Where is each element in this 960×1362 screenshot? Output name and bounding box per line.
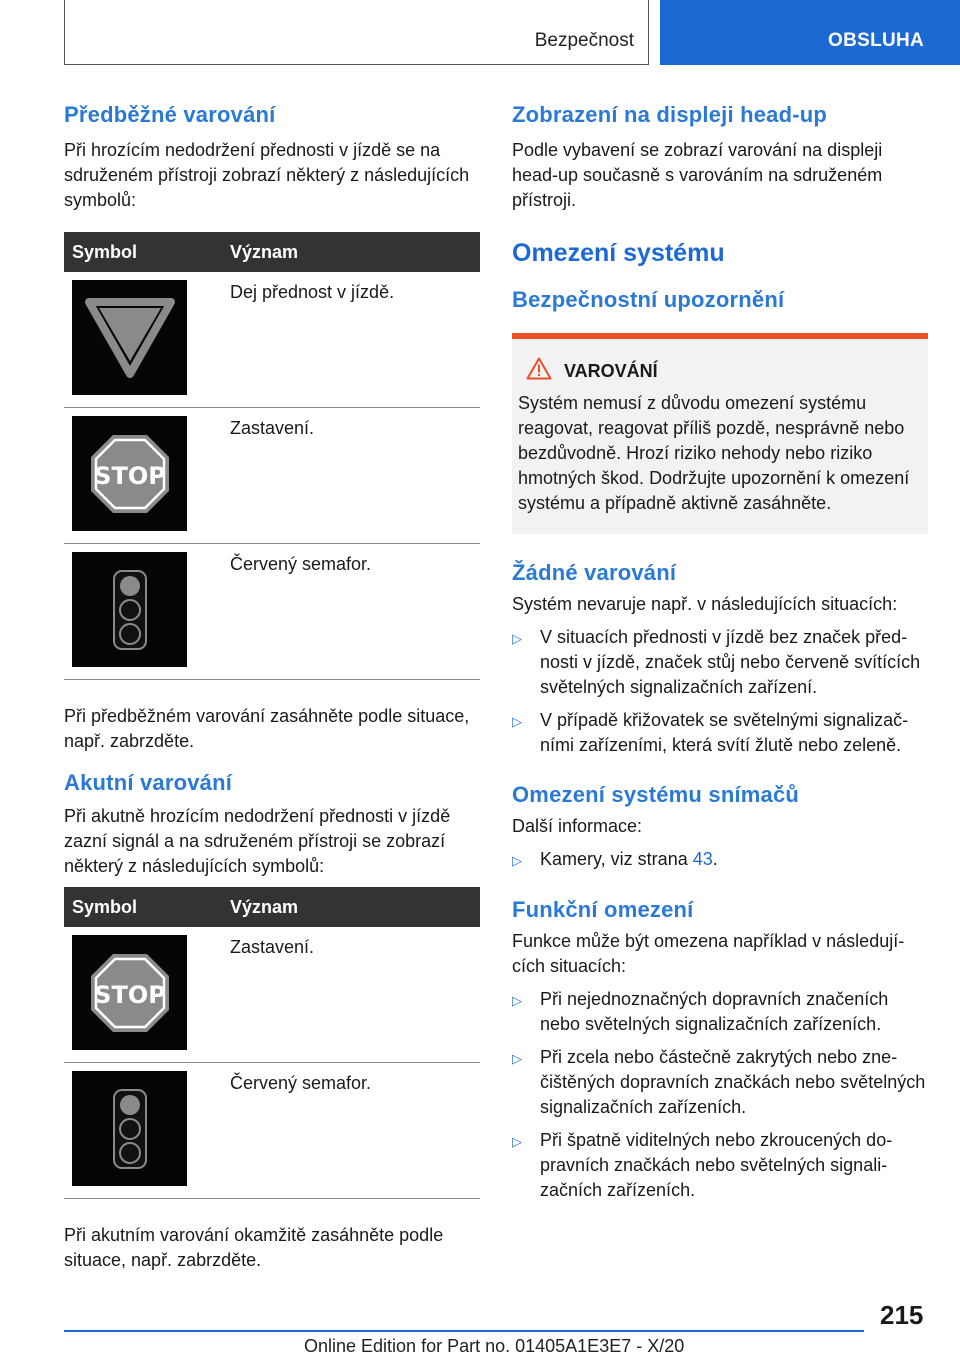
heading-safety-notes: Bezpečnostní upozornění — [512, 287, 785, 312]
list-item — [512, 1045, 928, 1120]
meaning-text: Červený semafor. — [230, 554, 372, 574]
paragraph-no-warning: Systém nevaruje např. v následujících situacích: — [512, 594, 898, 614]
bullet-triangle-icon: ▷ — [512, 714, 522, 729]
page-number: 215 — [880, 1300, 924, 1330]
warning-text: Systém nemusí z důvodu omezení systému reagovat, reagovat příliš pozdě, nesprávně nebo bezdůvodně. Hrozí riziko nehody nebo riziko hmotných škod. Dodržujte upozornění k omezení systému a případně aktivně zasáhněte. — [518, 393, 910, 513]
bullet-triangle-icon: ▷ — [512, 1134, 522, 1149]
heading-function-limits: Funkční omezení — [512, 897, 694, 922]
paragraph-sensor-limits: Další informace: — [512, 816, 643, 836]
stop-sign-icon — [72, 416, 187, 531]
stop-sign-icon — [72, 935, 187, 1050]
heading-acute-warning: Akutní varování — [64, 770, 233, 795]
list-item-text: Při zcela nebo částečně zakrytých nebo znečištěných dopravních značkách nebo světelných signalizačních zařízeních. — [540, 1047, 926, 1117]
table-row — [64, 408, 480, 544]
list-item — [512, 847, 928, 873]
table-row — [64, 272, 480, 408]
paragraph-function-limits: Funkce může být omezena například v následujících situacích: — [512, 931, 905, 976]
symbol-table-acute — [64, 887, 480, 1199]
meaning-text: Zastavení. — [230, 937, 315, 957]
table-row — [64, 1063, 480, 1199]
list-item-text: Při špatně viditelných nebo zkroucených dopravních značkách nebo světelných signalizačních zařízeních. — [540, 1130, 893, 1200]
list-item-text — [540, 847, 718, 873]
table-header — [64, 232, 480, 272]
svg-text:STOP: STOP — [93, 980, 166, 1009]
column-header-meaning: Význam — [230, 241, 299, 262]
heading-head-up-display: Zobrazení na displeji head-up — [512, 102, 828, 127]
red-traffic-light-icon — [72, 1071, 187, 1186]
bullet-triangle-icon: ▷ — [512, 631, 522, 646]
list-item-text-main: Kamery, viz strana — [540, 849, 688, 869]
header-chapter-tab — [660, 0, 960, 65]
heading-system-limits: Omezení systému — [512, 239, 725, 267]
header-chapter-label: OBSLUHA — [828, 30, 925, 51]
table-row — [64, 927, 480, 1063]
list-item — [512, 625, 928, 700]
paragraph-preliminary-warning: Při hrozícím nedodržení přednosti v jízdě se na sdruženém přístroji zobrazí některý z následujících symbolů: — [64, 140, 470, 210]
heading-preliminary-warning: Předběžné varování — [64, 102, 276, 127]
heading-sensor-limits: Omezení systému snímačů — [512, 782, 800, 807]
paragraph-preliminary-action: Při předběžném varování zasáhněte podle situace, např. zabrzděte. — [64, 706, 470, 751]
column-header-symbol: Symbol — [72, 241, 138, 262]
warning-triangle-icon — [526, 357, 552, 385]
list-item — [512, 708, 928, 758]
heading-no-warning: Žádné varování — [512, 560, 677, 585]
list-item — [512, 987, 928, 1037]
list-item-text-end: . — [712, 849, 718, 869]
paragraph-head-up-display: Podle vybavení se zobrazí varování na displeji head-up současně s varováním na sdruženém přístroji. — [512, 140, 883, 210]
symbol-table-preliminary — [64, 232, 480, 680]
warning-title-text: VAROVÁNÍ — [564, 360, 658, 381]
meaning-text: Dej přednost v jízdě. — [230, 282, 395, 302]
list-item-text: V případě křižovatek se světelnými signalizačními zařízeními, která svítí žlutě nebo zeleně. — [540, 710, 909, 755]
red-traffic-light-icon — [72, 552, 187, 667]
svg-text:STOP: STOP — [93, 461, 166, 490]
column-header-symbol: Symbol — [72, 896, 138, 917]
meaning-text: Zastavení. — [230, 418, 315, 438]
bullet-list-function — [512, 987, 928, 1203]
bullet-triangle-icon: ▷ — [512, 853, 522, 868]
list-item-text: V situacích přednosti v jízdě bez značek přednosti v jízdě, značek stůj nebo červeně svítících světelných signalizačních zařízení. — [540, 627, 921, 697]
bullet-list-sensors — [512, 847, 928, 873]
warning-box — [512, 333, 928, 534]
bullet-list-no-warning — [512, 625, 928, 758]
meaning-text: Červený semafor. — [230, 1073, 372, 1093]
table-row — [64, 544, 480, 680]
footer-divider — [64, 1330, 864, 1332]
page-link[interactable]: 43 — [692, 849, 713, 869]
list-item — [512, 1128, 928, 1203]
yield-sign-icon — [72, 280, 187, 395]
paragraph-acute-warning: Při akutně hrozícím nedodržení přednosti v jízdě zazní signál a na sdruženém přístroji se zobrazí některý z následujících symbolů: — [64, 806, 451, 876]
list-item-text: Při nejednoznačných dopravních značeních nebo světelných signalizačních zařízeních. — [540, 989, 889, 1034]
header-section-label: Bezpečnost — [534, 30, 634, 51]
header-section-tab — [64, 0, 649, 65]
warning-title — [518, 357, 922, 385]
left-column — [64, 100, 480, 1273]
column-header-meaning: Význam — [230, 896, 299, 917]
right-column — [512, 100, 928, 1203]
table-header — [64, 887, 480, 927]
footer-edition-text: Online Edition for Part no. 01405A1E3E7 - X/20 — [304, 1336, 685, 1356]
bullet-triangle-icon: ▷ — [512, 993, 522, 1008]
bullet-triangle-icon: ▷ — [512, 1051, 522, 1066]
paragraph-acute-action: Při akutním varování okamžitě zasáhněte podle situace, např. zabrzděte. — [64, 1225, 444, 1270]
